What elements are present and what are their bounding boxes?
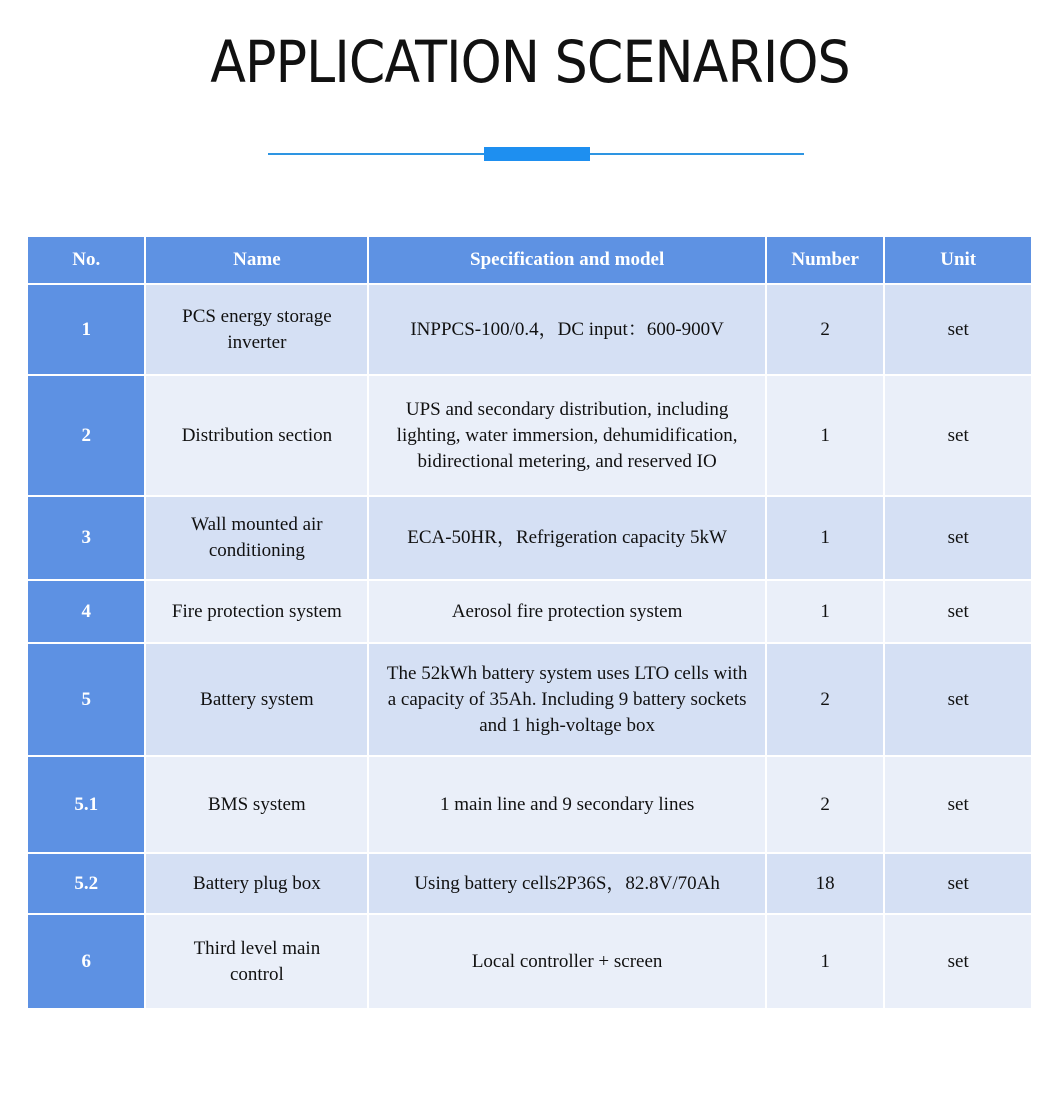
table-row [28,644,1031,755]
cell-name: Fire protection system [146,581,367,642]
cell-spec: Local controller + screen [369,915,765,1008]
column-header-unit: Unit [885,237,1031,283]
table-header-row [28,237,1031,283]
cell-name: Distribution section [146,376,367,495]
cell-name: Battery plug box [146,854,367,913]
table-row [28,757,1031,852]
table-row [28,581,1031,642]
cell-unit: set [885,285,1031,374]
cell-spec: Aerosol fire protection system [369,581,765,642]
cell-unit: set [885,644,1031,755]
cell-unit: set [885,497,1031,579]
specification-table [26,235,1033,1010]
cell-spec: ECA-50HR，Refrigeration capacity 5kW [369,497,765,579]
cell-number: 2 [767,644,883,755]
cell-spec: Using battery cells2P36S，82.8V/70Ah [369,854,765,913]
cell-name: PCS energy storage inverter [146,285,367,374]
page-title: APPLICATION SCENARIOS [210,28,850,96]
title-divider-accent [484,147,590,161]
cell-unit: set [885,757,1031,852]
cell-unit: set [885,915,1031,1008]
cell-no: 5.2 [28,854,144,913]
table-row [28,497,1031,579]
table-row [28,285,1031,374]
cell-unit: set [885,581,1031,642]
column-header-no: No. [28,237,144,283]
cell-no: 3 [28,497,144,579]
cell-no: 2 [28,376,144,495]
cell-no: 4 [28,581,144,642]
table-row [28,376,1031,495]
cell-name: BMS system [146,757,367,852]
cell-name: Wall mounted air conditioning [146,497,367,579]
cell-name: Third level main control [146,915,367,1008]
cell-no: 6 [28,915,144,1008]
cell-number: 1 [767,497,883,579]
cell-no: 5.1 [28,757,144,852]
table-row [28,915,1031,1008]
cell-spec: 1 main line and 9 secondary lines [369,757,765,852]
table-row [28,854,1031,913]
cell-name: Battery system [146,644,367,755]
cell-unit: set [885,854,1031,913]
cell-number: 2 [767,757,883,852]
cell-no: 5 [28,644,144,755]
column-header-number: Number [767,237,883,283]
cell-number: 18 [767,854,883,913]
column-header-name: Name [146,237,367,283]
column-header-spec: Specification and model [369,237,765,283]
cell-spec: The 52kWh battery system uses LTO cells with a capacity of 35Ah. Including 9 battery sockets and 1 high-voltage box [369,644,765,755]
cell-no: 1 [28,285,144,374]
cell-number: 2 [767,285,883,374]
cell-spec: INPPCS-100/0.4，DC input：600-900V [369,285,765,374]
cell-number: 1 [767,376,883,495]
cell-spec: UPS and secondary distribution, including lighting, water immersion, dehumidification, bidirectional metering, and reserved IO [369,376,765,495]
cell-unit: set [885,376,1031,495]
cell-number: 1 [767,581,883,642]
cell-number: 1 [767,915,883,1008]
